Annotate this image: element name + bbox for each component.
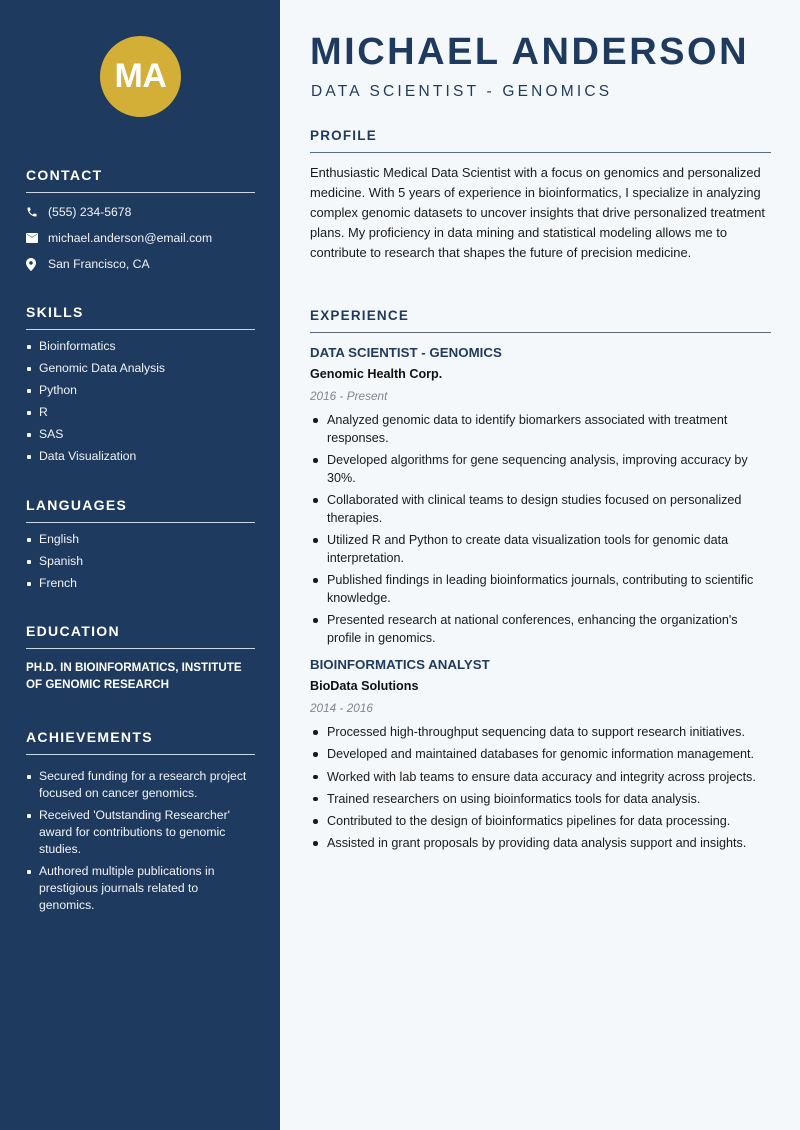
candidate-name: MICHAEL ANDERSON [310,31,750,73]
skill-item: Genomic Data Analysis [26,360,255,377]
skill-item: Python [26,382,255,399]
skills-heading: SKILLS [26,304,255,330]
experience-section [310,308,771,857]
contact-section [26,167,255,277]
job-bullet: Processed high-throughput sequencing data to support research initiatives. [310,723,771,741]
skill-item: Data Visualization [26,448,255,465]
job-bullet: Trained researchers on using bioinformatics tools for data analysis. [310,790,771,808]
languages-heading: LANGUAGES [26,497,255,523]
job-dates: 2016 - Present [310,389,388,403]
achievements-section [26,729,255,919]
avatar-initials: MA [114,57,167,95]
job-title: BIOINFORMATICS ANALYST [310,657,490,672]
job-title: DATA SCIENTIST - GENOMICS [310,345,502,360]
experience-heading: EXPERIENCE [310,308,771,333]
skills-section [26,304,255,470]
job-bullet: Worked with lab teams to ensure data accuracy and integrity across projects. [310,768,771,786]
contact-phone [26,199,255,225]
email-icon [26,233,48,243]
job-company: BioData Solutions [310,679,419,693]
job-bullet: Developed and maintained databases for genomic information management. [310,745,771,763]
skill-item: Bioinformatics [26,338,255,355]
contact-heading: CONTACT [26,167,255,193]
job-bullets [310,411,771,647]
job-bullet: Published findings in leading bioinformatics journals, contributing to scientific knowledge. [310,571,771,607]
profile-heading: PROFILE [310,128,771,153]
education-heading: EDUCATION [26,623,255,649]
language-item: French [26,575,255,592]
job-company: Genomic Health Corp. [310,367,443,381]
achievement-item: Authored multiple publications in prestigious journals related to genomics. [26,863,255,914]
job-dates: 2014 - 2016 [310,701,373,715]
job-bullet: Presented research at national conferences, enhancing the organization's profile in genomics. [310,611,771,647]
profile-text: Enthusiastic Medical Data Scientist with a focus on genomics and personalized medicine. With 5 years of experience in bioinformatics, I specialize in analyzing complex genomic datasets to uncover insights that drive personalized treatment plans. My proficiency in data mining and statistical modeling allows me to contribute to research that shapes the future of precision medicine. [310,165,765,260]
achievement-item: Secured funding for a research project focused on cancer genomics. [26,768,255,802]
contact-email-text[interactable]: michael.anderson@email.com [48,231,213,245]
languages-section [26,497,255,597]
main-content [280,0,800,1130]
achievements-heading: ACHIEVEMENTS [26,729,255,755]
job-entry [310,657,771,852]
phone-icon [26,206,48,218]
location-pin-icon [26,258,48,271]
skills-list [26,338,255,465]
job-bullet: Utilized R and Python to create data visualization tools for genomic data interpretation. [310,531,771,567]
job-bullet: Collaborated with clinical teams to design studies focused on personalized therapies. [310,491,771,527]
contact-email [26,225,255,251]
contact-location [26,251,255,277]
job-bullet: Analyzed genomic data to identify biomarkers associated with treatment responses. [310,411,771,447]
skill-item: R [26,404,255,421]
languages-list [26,531,255,592]
contact-phone-text[interactable]: (555) 234-5678 [48,205,132,219]
job-bullets [310,723,771,852]
contact-location-text: San Francisco, CA [48,257,150,271]
avatar [100,36,181,117]
skill-item: SAS [26,426,255,443]
job-entry [310,345,771,647]
education-degree: PH.D. IN BIOINFORMATICS, INSTITUTE OF GENOMIC RESEARCH [26,661,242,691]
job-bullet: Contributed to the design of bioinformatics pipelines for data processing. [310,812,771,830]
sidebar [0,0,280,1130]
profile-section [310,128,771,263]
education-section [26,623,255,693]
language-item: Spanish [26,553,255,570]
job-bullet: Developed algorithms for gene sequencing analysis, improving accuracy by 30%. [310,451,771,487]
language-item: English [26,531,255,548]
job-bullet: Assisted in grant proposals by providing data analysis support and insights. [310,834,771,852]
achievements-list [26,768,255,914]
achievement-item: Received 'Outstanding Researcher' award for contributions to genomic studies. [26,807,255,858]
candidate-title: DATA SCIENTIST - GENOMICS [311,83,613,100]
